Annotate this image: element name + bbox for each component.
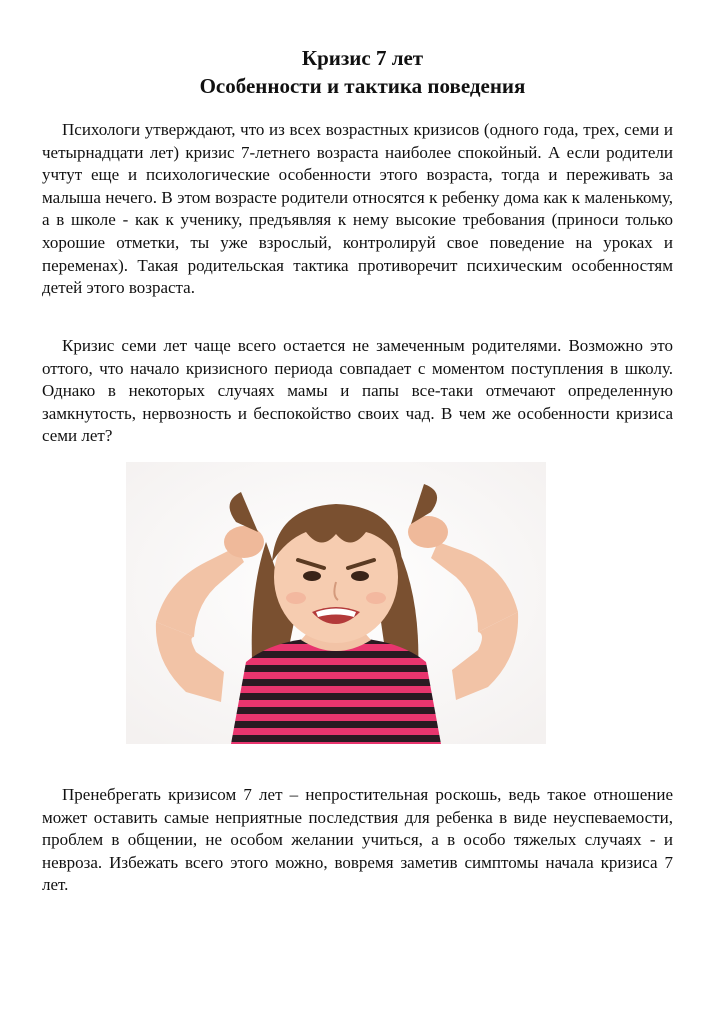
paragraph-1: Психологи утверждают, что из всех возрастных кризисов (одного года, трех, семи и четырнадцати лет) кризис 7-летнего возраста наиболее спокойный. А если родители учтут еще и психологические особенности этого возраста, тогда и переживать за малыша нечего. В этом возрасте родители относятся к ребенку дома как к маленькому, а в школе - как к ученику, предъявляя к нему высокие требования (приноси только хорошие отметки, ты уже взрослый, контролируй свое поведение на уроках и переменах). Такая родительская тактика противоречит психическим особенностям детей этого возраста. bbox=[42, 120, 673, 298]
document-title: Кризис 7 лет bbox=[301, 46, 424, 70]
paragraph-3: Пренебрегать кризисом 7 лет – непростительная роскошь, ведь такое отношение может оставить самые неприятные последствия для ребенка в виде неуспеваемости, проблем в общении, не особом желании учиться, а в особо тяжелых случаях - и невроза. Избежать всего этого можно, вовремя заметив симптомы начала кризиса 7 лет. bbox=[42, 785, 673, 895]
paragraph-2: Кризис семи лет чаще всего остается не замеченным родителями. Возможно это оттого, что начало кризисного периода совпадает с моментом поступления в школу. Однако в некоторых случаях мамы и папы все-таки отмечают определенную замкнутость, нервозность и беспокойство своих чад. В чем же особенности кризиса семи лет? bbox=[42, 336, 673, 446]
girl-photo bbox=[126, 462, 546, 744]
document-subtitle: Особенности и тактика поведения bbox=[199, 74, 526, 98]
